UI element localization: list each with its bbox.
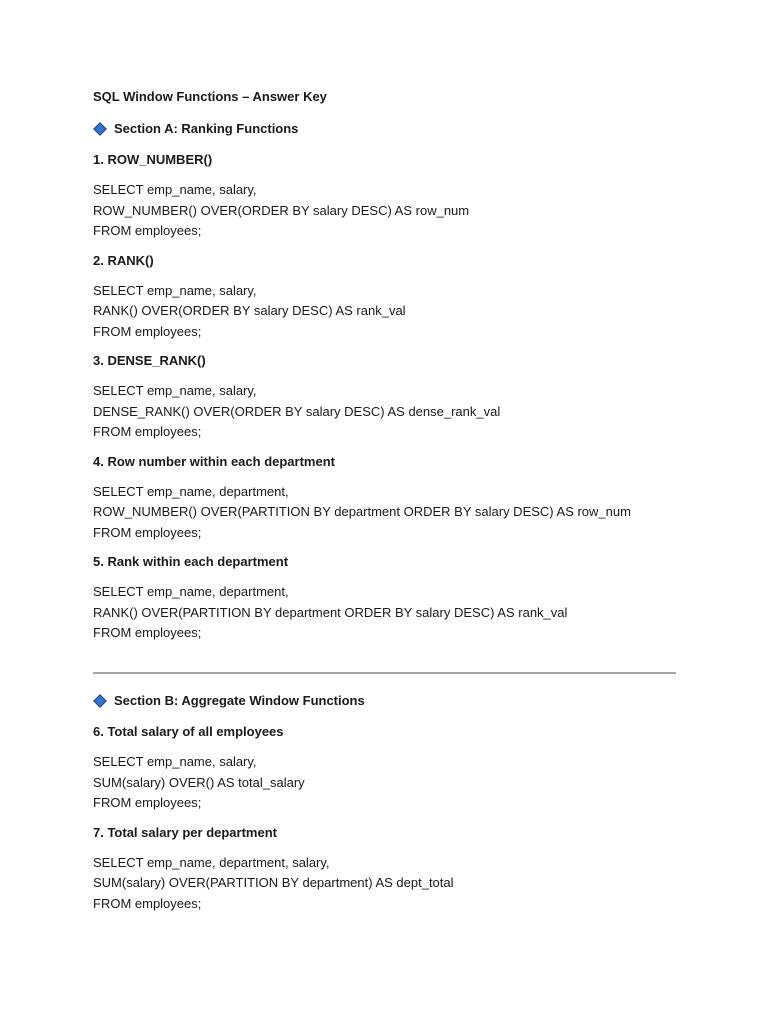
- document-page: [93, 88, 693, 644]
- section-divider: [93, 672, 676, 674]
- code-block-6: [93, 752, 693, 814]
- section-b-heading: [93, 692, 693, 710]
- code-line: DENSE_RANK() OVER(ORDER BY salary DESC) AS dense_rank_val: [93, 403, 501, 419]
- code-line: FROM employees;: [93, 795, 202, 810]
- code-line: SELECT emp_name, salary,: [93, 182, 257, 197]
- item-heading-2: 2. RANK(): [93, 252, 154, 268]
- code-line: RANK() OVER(ORDER BY salary DESC) AS rank_val: [93, 303, 406, 318]
- code-block-4: [93, 482, 693, 544]
- section-a-heading-text: Section A: Ranking Functions: [114, 121, 299, 136]
- section-b-heading-text: Section B: Aggregate Window Functions: [114, 693, 365, 708]
- code-line: FROM employees;: [93, 424, 202, 439]
- code-block-1: [93, 180, 693, 242]
- item-heading-4: 4. Row number within each department: [93, 453, 335, 469]
- code-block-3: [93, 381, 693, 443]
- item-heading-5: 5. Rank within each department: [93, 554, 289, 569]
- code-line: SELECT emp_name, salary,: [93, 282, 257, 298]
- section-b: [93, 692, 693, 914]
- code-block-5: [93, 582, 693, 644]
- section-a-heading: [93, 120, 693, 138]
- item-heading-7: 7. Total salary per department: [93, 824, 277, 840]
- code-line: SUM(salary) OVER(PARTITION BY department) AS dept_total: [93, 875, 454, 890]
- code-line: SELECT emp_name, department, salary,: [93, 854, 330, 870]
- code-line: SELECT emp_name, department,: [93, 483, 289, 499]
- code-line: FROM employees;: [93, 895, 202, 911]
- diamond-icon: [95, 124, 105, 134]
- code-line: FROM employees;: [93, 323, 202, 339]
- code-line: SELECT emp_name, salary,: [93, 754, 257, 769]
- item-heading-1: 1. ROW_NUMBER(): [93, 152, 213, 167]
- code-line: RANK() OVER(PARTITION BY department ORDER BY salary DESC) AS rank_val: [93, 604, 568, 620]
- code-line: ROW_NUMBER() OVER(PARTITION BY department ORDER BY salary DESC) AS row_num: [93, 504, 631, 519]
- code-line: FROM employees;: [93, 223, 202, 238]
- diamond-icon: [95, 696, 105, 706]
- code-line: SUM(salary) OVER() AS total_salary: [93, 774, 305, 790]
- code-block-2: [93, 281, 693, 343]
- code-line: SELECT emp_name, department,: [93, 584, 289, 599]
- code-line: SELECT emp_name, salary,: [93, 383, 257, 398]
- code-line: FROM employees;: [93, 524, 202, 540]
- code-line: FROM employees;: [93, 625, 202, 640]
- code-line: ROW_NUMBER() OVER(ORDER BY salary DESC) AS row_num: [93, 202, 470, 218]
- document-title: SQL Window Functions – Answer Key: [93, 89, 327, 104]
- item-heading-3: 3. DENSE_RANK(): [93, 353, 206, 368]
- code-block-7: [93, 853, 693, 915]
- item-heading-6: 6. Total salary of all employees: [93, 724, 284, 739]
